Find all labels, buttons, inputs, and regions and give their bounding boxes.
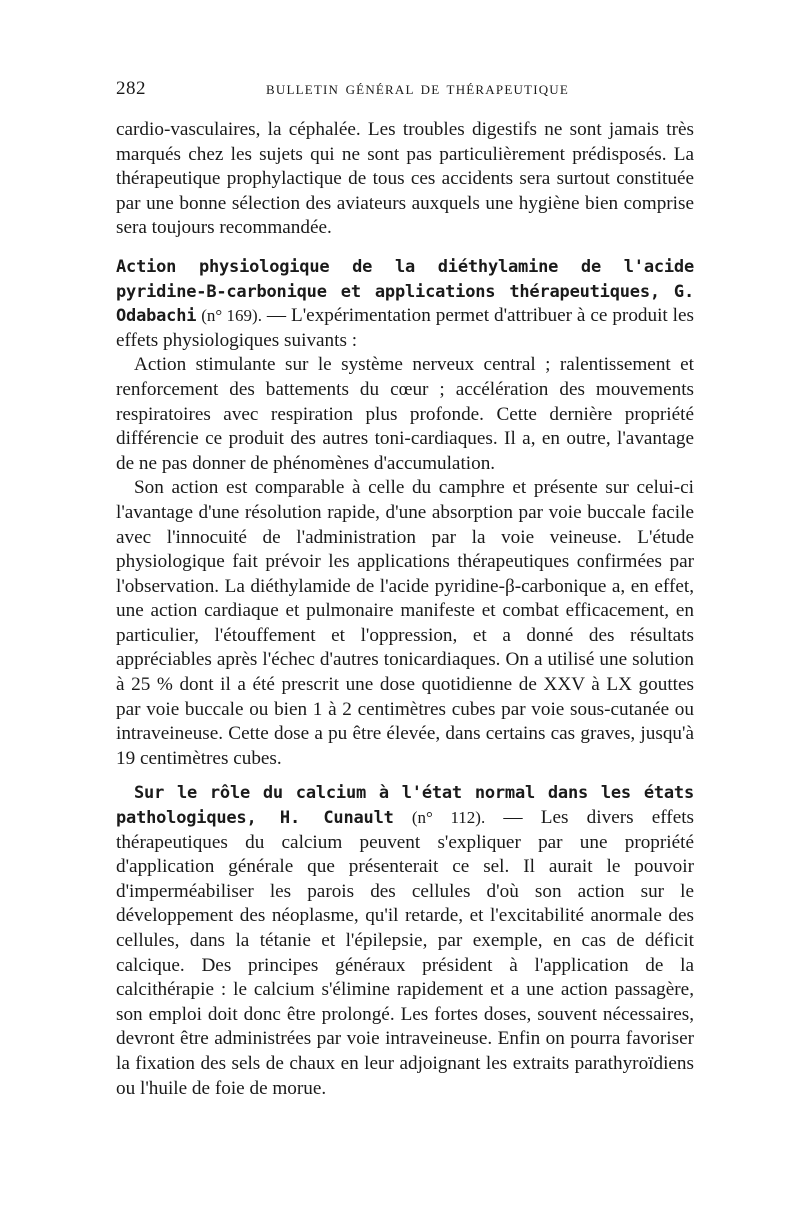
- running-head: [116, 78, 696, 102]
- article-calcium: [116, 781, 694, 1101]
- article-2-title: Sur le rôle du calcium à l'état normal dans les états pathologiques, H. Cunault: [116, 783, 694, 829]
- article-1-lead: — L'expérimentation permet d'attribuer à ce produit les effets physiologiques suivants :: [116, 305, 694, 351]
- article-1-title: Action physiologique de la diéthylamine de l'acide pyridine-B-carbonique et applications thérapeutiques, G. Odabachi: [116, 256, 694, 327]
- article-2-reference: (n° 112).: [411, 808, 486, 828]
- journal-title: BULLETIN GÉNÉRAL DE THÉRAPEUTIQUE: [266, 82, 570, 97]
- article-1-first-paragraph: [116, 255, 694, 353]
- article-1-paragraph: Son action est comparable à celle du camphre et présente sur celui-ci l'avantage d'une résolution rapide, d'une absorption par voie buccale facile avec l'innocuité de l'administration par la voie veineuse. L'étude physiologique fait prévoir les applications thérapeutiques confirmées par l'observation. La diéthylamide de l'acide pyridine-β-carbonique a, en effet, une action cardiaque et pulmonaire manifeste et combat efficacement, en particulier, l'étouffement et l'oppression, et a donné des résultats appréciables après l'échec d'autres tonicardiaques. On a utilisé une solution à 25 % dont il a été prescrit une dose quotidienne de XXV à LX gouttes par voie buccale ou bien 1 à 2 centimètres cubes par voie sous-cutanée ou intraveineuse. Cette dose a pu être élevée, dans certains cas graves, jusqu'à 19 centimètres cubes.: [116, 477, 694, 769]
- article-diethylamine: [116, 255, 694, 771]
- page-number: 282: [116, 78, 146, 99]
- body-text: [116, 118, 694, 1101]
- article-2-body: — Les divers effets thérapeutiques du calcium peuvent s'expliquer par une propriété d'application générale que présenterait ce sel. Il aurait le pouvoir d'imperméabiliser les parois des cellules d'où son action sur le développement des néoplasme, qu'il retarde, et l'excitabilité anormale des cellules, dans la tétanie et l'épilepsie, par exemple, en cas de déficit calcique. Des principes généraux président à l'application de la calcithérapie : le calcium s'élimine rapidement et a une action passagère, son emploi doit donc être prolongé. Les fortes doses, souvent nécessaires, devront être administrées par voie intraveineuse. Enfin on pourra favoriser la fixation des sels de chaux en leur adjoignant les extraits parathyroïdiens ou l'huile de foie de morue.: [116, 807, 695, 1099]
- article-2-paragraph: [116, 781, 694, 1101]
- intro-paragraph: cardio-vasculaires, la céphalée. Les troubles digestifs ne sont jamais très marqués chez les sujets qui ne sont pas particulièrement prédisposés. La thérapeutique prophylactique de tous ces accidents sera surtout constituée par une bonne sélection des aviateurs auxquels une hygiène bien comprise sera toujours recommandée.: [116, 119, 694, 239]
- article-1-reference: (n° 169).: [201, 306, 262, 326]
- article-1-paragraph: Action stimulante sur le système nerveux central ; ralentissement et renforcement des battements du cœur ; accélération des mouvements respiratoires avec respiration plus profonde. Cette dernière propriété différencie ce produit des autres toni-cardiaques. Il a, en outre, l'avantage de ne pas donner de phénomènes d'accumulation.: [116, 354, 694, 474]
